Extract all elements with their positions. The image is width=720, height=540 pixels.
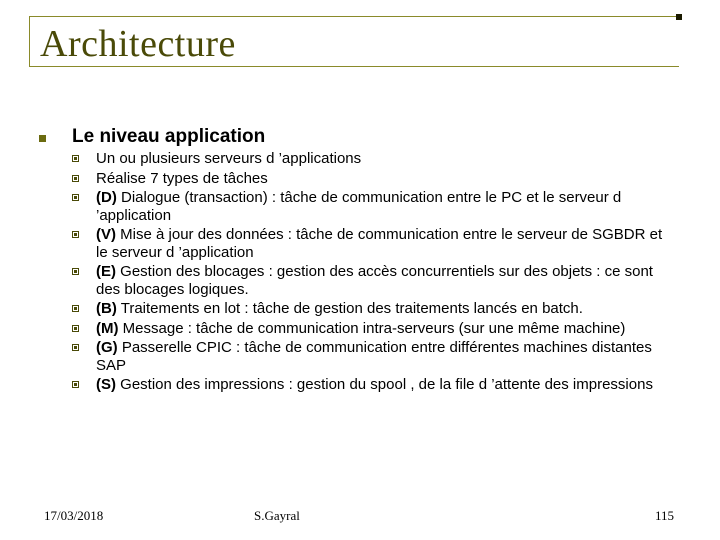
top-frame-line: [29, 16, 679, 17]
left-frame-line: [29, 16, 30, 66]
task-code: (E): [96, 263, 116, 280]
main-point: Le niveau application: [72, 126, 266, 147]
title-divider: [29, 66, 679, 67]
page-number: 115: [655, 508, 675, 523]
sub-point: [72, 300, 672, 318]
hollow-square-bullet-icon: [72, 381, 79, 388]
hollow-square-bullet-icon: [72, 231, 79, 238]
square-bullet-icon: [39, 135, 46, 142]
sub-point-text: Dialogue (transaction) : tâche de communication entre le PC et le serveur d ’application: [96, 189, 622, 224]
hollow-square-bullet-icon: [72, 305, 79, 312]
sub-point: [72, 150, 672, 168]
sub-point-text: Mise à jour des données : tâche de communication entre le serveur de SGBDR et le serveur d ’application: [96, 226, 663, 261]
task-code: (S): [96, 376, 116, 393]
sub-point: [72, 339, 672, 374]
sub-point: [72, 226, 672, 261]
sub-point-text: Réalise 7 types de tâches: [96, 169, 268, 187]
task-code: (D): [96, 189, 117, 206]
hollow-square-bullet-icon: [72, 325, 79, 332]
sub-point: [72, 376, 672, 394]
hollow-square-bullet-icon: [72, 268, 79, 275]
sub-point-text: Gestion des impressions : gestion du spool , de la file d ’attente des impressions: [116, 376, 653, 393]
task-code: (G): [96, 339, 118, 356]
task-code: (V): [96, 226, 116, 243]
sub-point-text: Passerelle CPIC : tâche de communication entre différentes machines distantes SAP: [96, 339, 652, 374]
sub-point-text: Traitements en lot : tâche de gestion des traitements lancés en batch.: [116, 300, 583, 317]
sub-point-list: [72, 150, 672, 396]
slide-title: Architecture: [40, 23, 236, 65]
hollow-square-bullet-icon: [72, 344, 79, 351]
sub-point: [72, 189, 672, 224]
task-code: (M): [96, 319, 119, 337]
corner-square: [676, 14, 682, 20]
sub-point-text: Un ou plusieurs serveurs d ’applications: [96, 150, 362, 167]
task-code: (B): [96, 300, 117, 317]
sub-point: [72, 320, 672, 338]
sub-point-text: Gestion des blocages : gestion des accès concurrentiels sur des objets : ce sont des blocages logiques.: [96, 263, 653, 298]
sub-point: [72, 263, 672, 298]
footer-author: S.Gayral: [254, 508, 300, 523]
hollow-square-bullet-icon: [72, 194, 79, 201]
hollow-square-bullet-icon: [72, 155, 79, 162]
sub-point: [72, 170, 672, 188]
footer-date: 17/03/2018: [44, 508, 104, 523]
hollow-square-bullet-icon: [72, 175, 79, 182]
sub-point-text: Message : tâche de communication intra-serveurs (sur une même machine): [118, 319, 626, 337]
